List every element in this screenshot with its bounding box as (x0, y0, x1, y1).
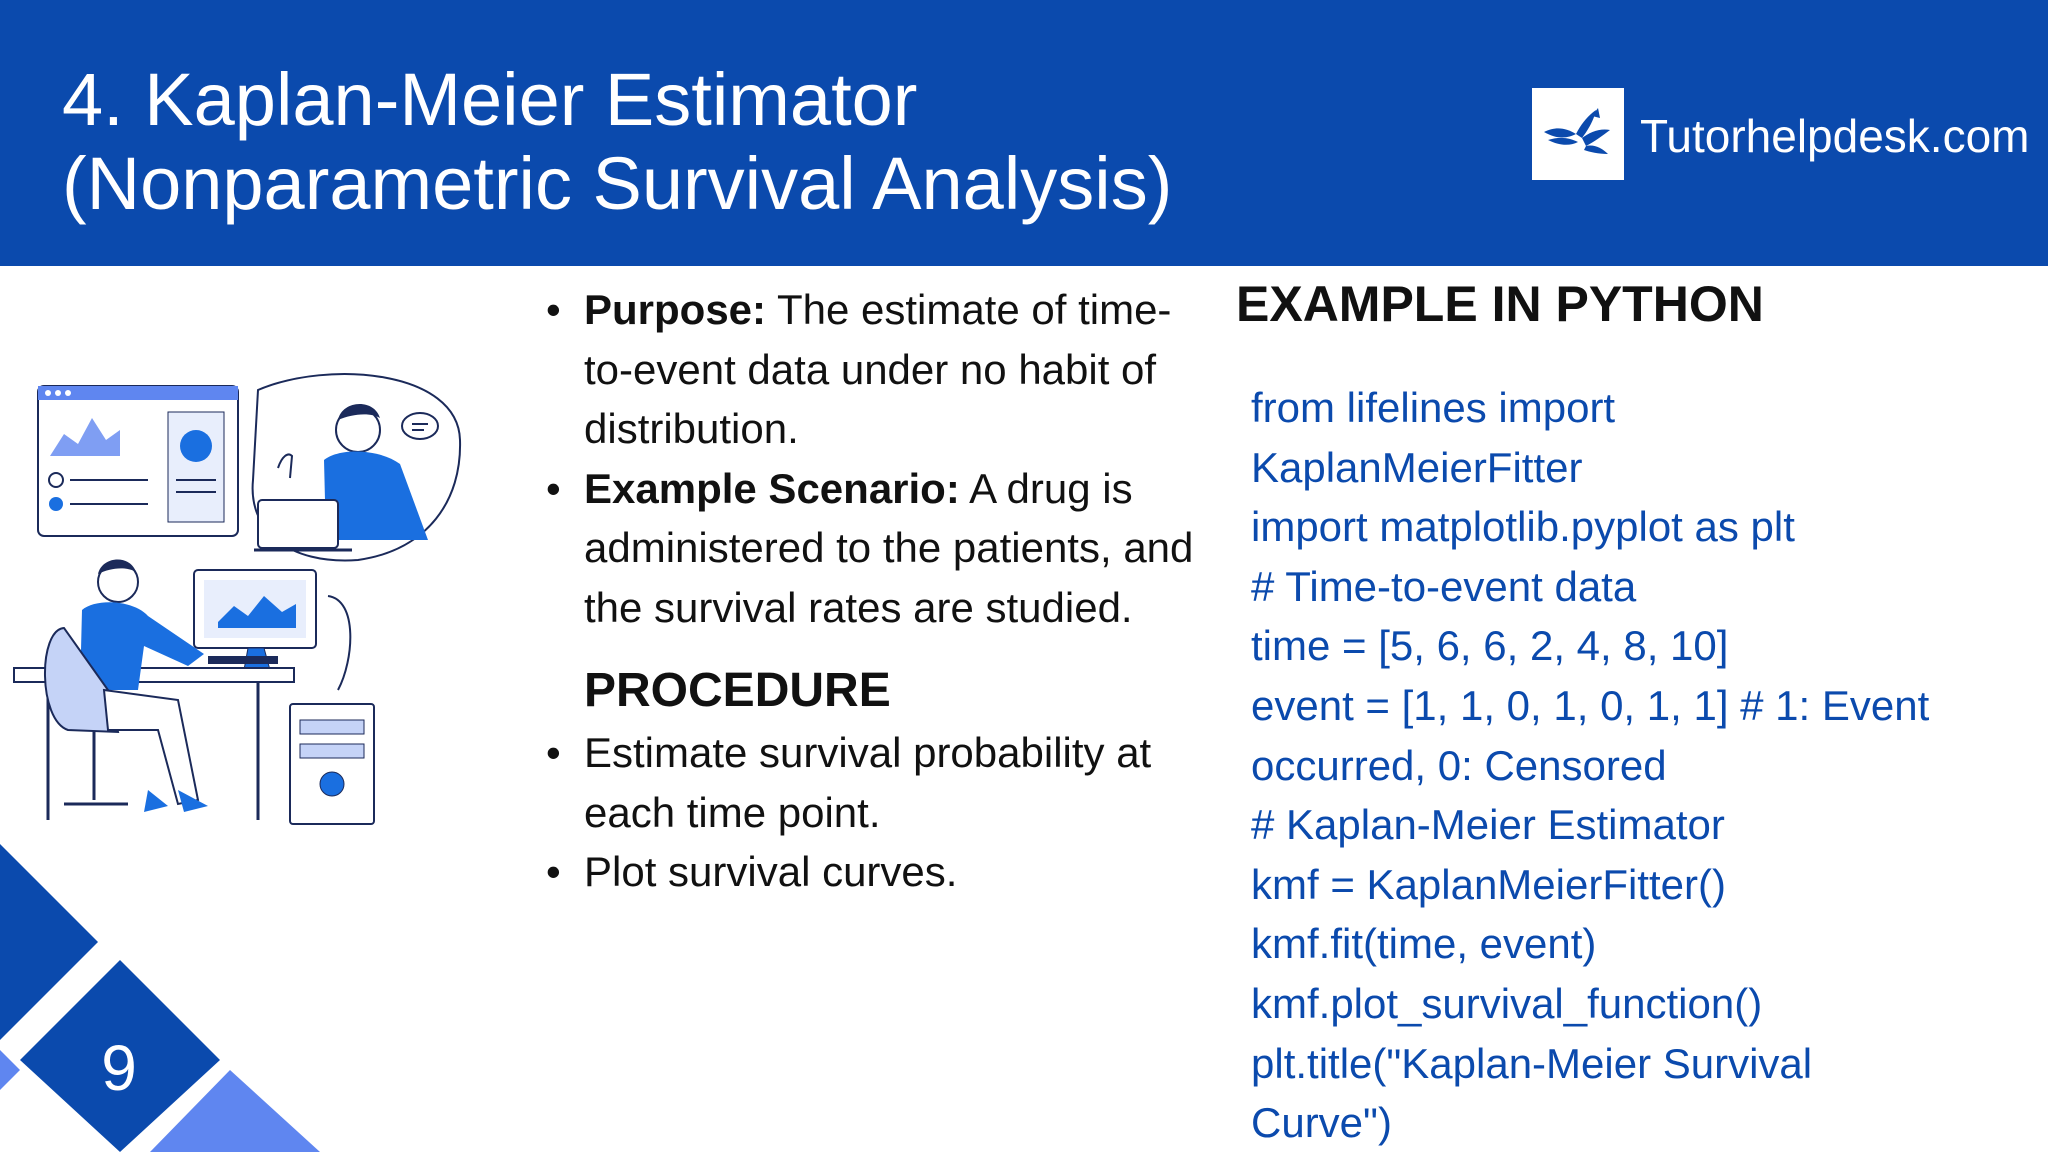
header-banner (0, 0, 2048, 266)
description-column (540, 280, 1220, 902)
code-block (1251, 378, 1929, 1153)
procedure-heading: PROCEDURE (584, 664, 891, 717)
code-line: kmf.fit(time, event) (1251, 920, 1597, 968)
page-number: 9 (101, 1032, 137, 1104)
workspace-illustration (8, 360, 478, 830)
code-line: KaplanMeierFitter (1251, 443, 1583, 491)
code-line: occurred, 0: Censored (1251, 741, 1667, 789)
code-line: # Time-to-event data (1251, 562, 1637, 610)
slide-title-line-1: 4. Kaplan-Meier Estimator (62, 58, 918, 141)
bullet-label: Purpose: (584, 286, 767, 333)
code-line: # Kaplan-Meier Estimator (1251, 801, 1725, 849)
code-line: import matplotlib.pyplot as plt (1251, 503, 1795, 551)
bullet-text: The estimate of time-to-event data under no habit of distribution. (584, 286, 1172, 452)
code-line: time = [5, 6, 6, 2, 4, 8, 10] (1251, 622, 1729, 670)
slide-title (62, 58, 1172, 226)
bird-logo-icon (1532, 88, 1624, 180)
example-heading: EXAMPLE IN PYTHON (1236, 276, 1764, 332)
bullet-text: A drug is administered to the patients, and the survival rates are studied. (584, 464, 1194, 631)
brand-name[interactable]: Tutorhelpdesk.com (1640, 110, 2030, 162)
bullet-purpose (540, 280, 1220, 459)
code-line: from lifelines import (1251, 384, 1616, 431)
code-line: plt.title("Kaplan-Meier Survival (1251, 1039, 1813, 1087)
code-line: kmf.plot_survival_function() (1251, 979, 1763, 1027)
slide-title-line-2: (Nonparametric Survival Analysis) (62, 142, 1173, 225)
procedure-list (540, 723, 1220, 902)
code-line: event = [1, 1, 0, 1, 0, 1, 1] # 1: Event (1251, 681, 1930, 729)
code-line: kmf = KaplanMeierFitter() (1251, 860, 1726, 908)
procedure-item: • Estimate survival probability at each time point. (540, 723, 1220, 842)
bullet-label: Example Scenario: (584, 464, 960, 512)
corner-decoration (0, 800, 330, 1152)
bullet-list (540, 280, 1220, 637)
procedure-item: • Plot survival curves. (540, 842, 1220, 902)
bullet-example-scenario (540, 459, 1220, 638)
code-line: Curve") (1251, 1099, 1392, 1147)
